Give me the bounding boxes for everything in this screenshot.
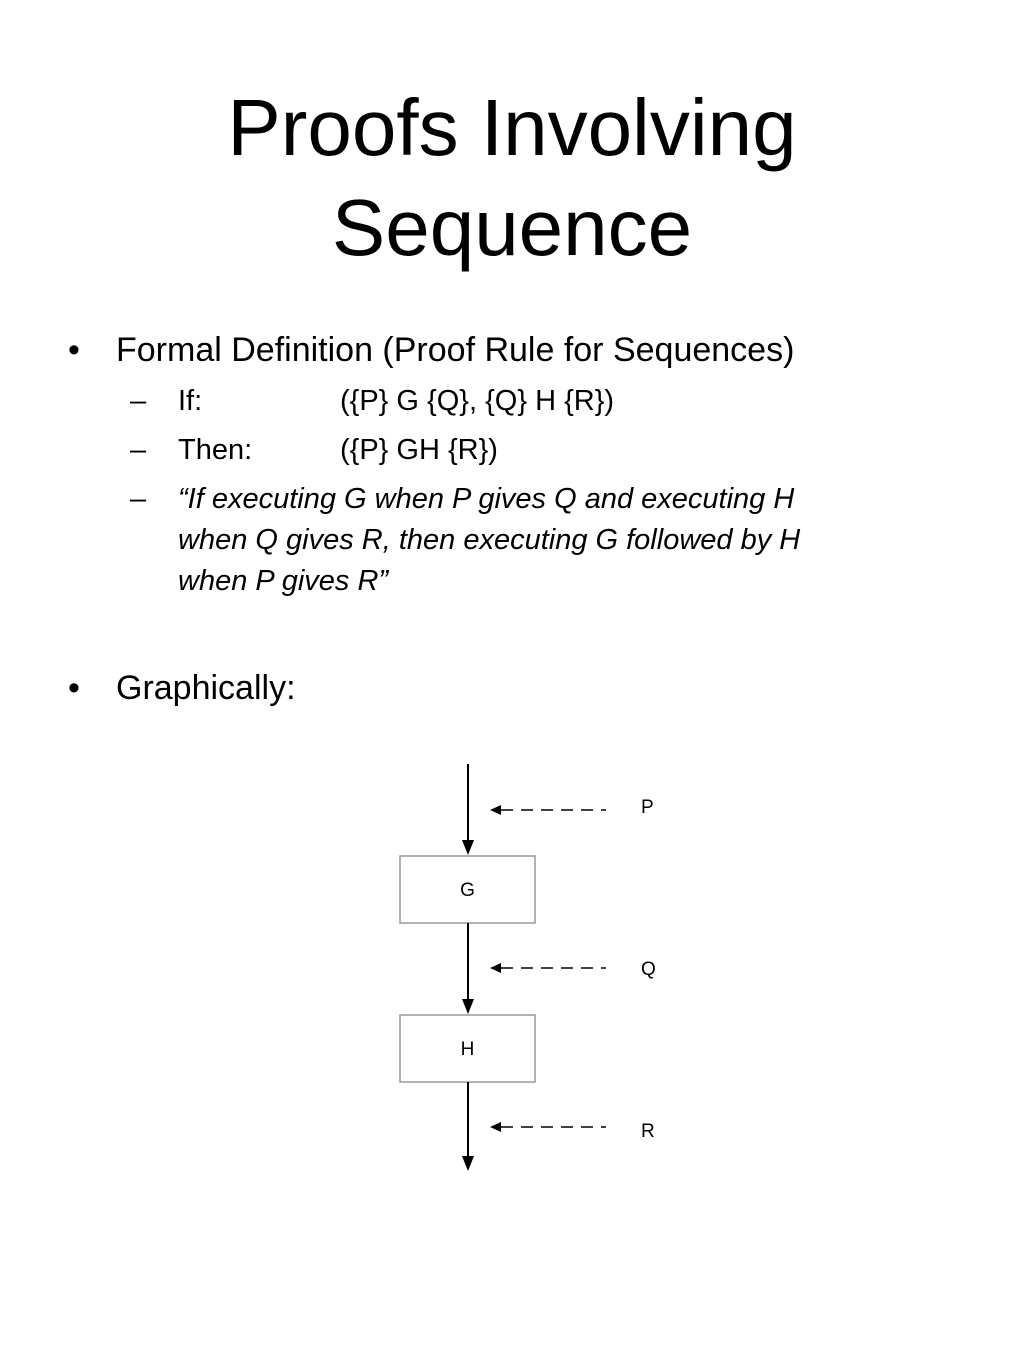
box-h-label: H: [460, 1039, 475, 1060]
condition-label-q: Q: [641, 959, 656, 980]
condition-label-r: R: [641, 1121, 655, 1142]
box-g: [400, 856, 535, 923]
quote-line-1: “If executing G when P gives Q and executing H: [178, 483, 795, 515]
box-h: [400, 1015, 535, 1082]
sub-item-label: If:: [178, 385, 203, 417]
sub-item-formula: ({P} GH {R}): [340, 434, 498, 466]
condition-label-p: P: [641, 797, 654, 818]
sub-item-marker: –: [130, 483, 147, 515]
flow-arrow-out-of-h: [462, 1082, 474, 1171]
quote-line-3: when P gives R”: [178, 565, 389, 597]
bullet-text: Graphically:: [116, 669, 296, 707]
bullet-text: Formal Definition (Proof Rule for Sequences): [116, 331, 795, 369]
sub-item-formula: ({P} G {Q}, {Q} H {R}): [340, 385, 615, 417]
sub-item-label: Then:: [178, 434, 253, 466]
flow-arrow-g-to-h: [462, 923, 474, 1014]
title-line-1: Proofs Involving: [227, 83, 797, 172]
bullet-marker: •: [68, 331, 80, 369]
quote-line-2: when Q gives R, then executing G followed by H: [178, 524, 801, 556]
sub-item-marker: –: [130, 385, 147, 417]
sub-item-marker: –: [130, 434, 147, 466]
flow-arrow-into-g: [462, 764, 474, 855]
bullet-marker: •: [68, 669, 80, 707]
title-line-2: Sequence: [331, 183, 693, 272]
condition-pointer-q: [490, 959, 656, 980]
condition-pointer-r: [490, 1121, 655, 1142]
condition-pointer-p: [490, 797, 654, 818]
box-g-label: G: [460, 880, 475, 901]
